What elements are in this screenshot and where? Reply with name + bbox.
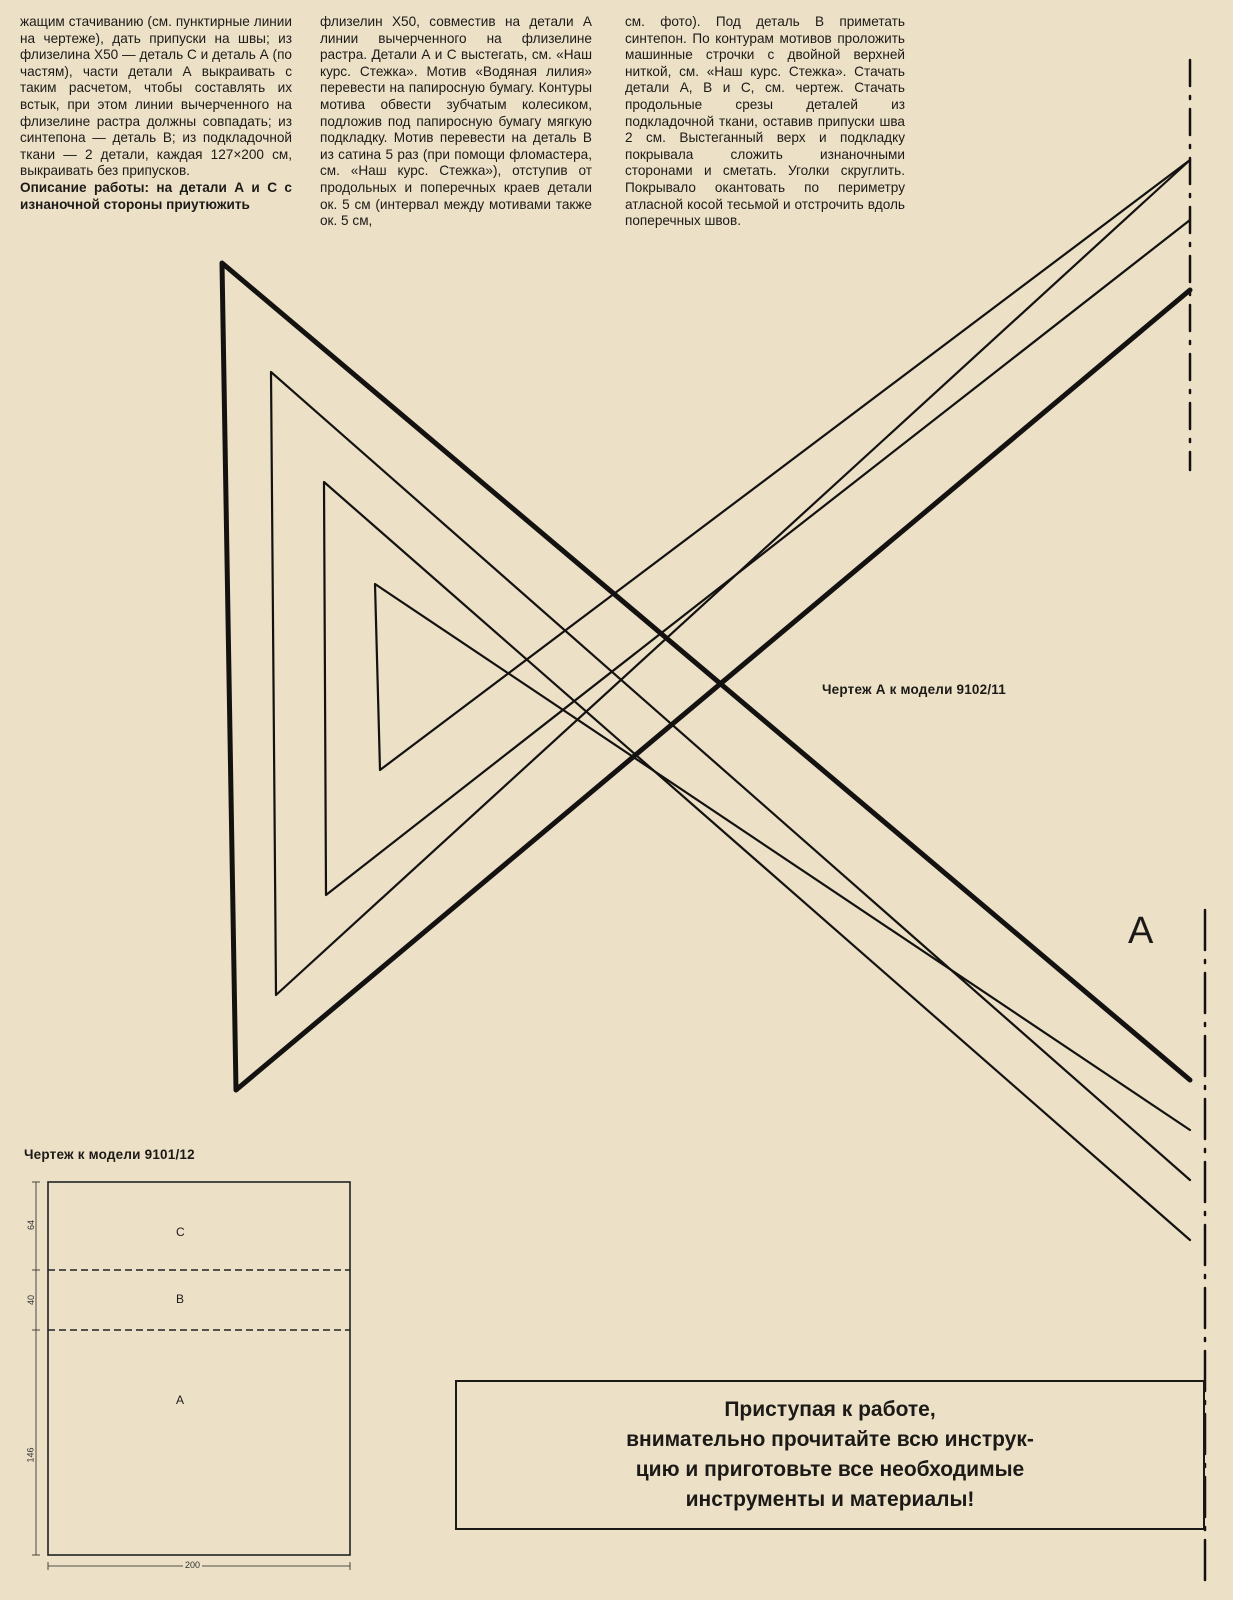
triangle-3	[324, 220, 1190, 1240]
col3-paragraph: см. фото). Под деталь В приметать синтепон. По контурам мотивов проложить машинные строчки с двойной верхней ниткой, см. «Наш курс. Стежка». Стачать детали А, В и С, см. чертеж. Стачать продольные срезы деталей из подкладочной ткани, оставив припуски шва 2 см. Выстеганный верх и подкладку покрывала сложить изнаночными сторонами и сметать. Уголки скруглить. Покрывало окантовать по периметру атласной косой тесьмой и отстрочить вдоль поперечных швов.	[625, 14, 905, 229]
triangle-2	[271, 160, 1190, 1180]
drawing-a-lines	[222, 60, 1205, 1580]
col1-subheading: Описание работы: на детали А и С с изнаночной стороны приутюжить	[20, 179, 292, 212]
inner-triangle	[375, 160, 1190, 1130]
drawing-a-caption: Чертеж А к модели 9102/11	[822, 682, 1006, 697]
col2-paragraph: флизелин Х50, совместив на детали А линии вычерченного на флизелине растра. Детали А и С выстегать, см. «Наш курс. Стежка». Мотив «Водяная лилия» перевести на папиросную бумагу. Контуры мотива обвести зубчатым колесиком, подложив под папиросную бумагу мягкую подкладку. Мотив перевести на деталь В из сатина 5 раз (при помощи фломастера, см. «Наш курс. Стежка»), отступив от продольных и поперечных краев детали ок. 5 см (интервал между мотивами также ок. 5 см,	[320, 14, 592, 229]
instruction-note	[455, 1380, 1205, 1530]
dim-a: 146	[25, 1447, 36, 1463]
note-line: Приступая к работе,	[724, 1398, 936, 1421]
part-a-label: A	[176, 1393, 185, 1407]
dim-width: 200	[185, 1560, 201, 1570]
note-line: внимательно прочитайте всю инструк-	[626, 1428, 1034, 1451]
part-b-label: B	[176, 1292, 185, 1306]
note-text	[550, 1395, 1110, 1515]
drawing-a-letter: A	[1128, 910, 1154, 952]
drawing-b-lines	[32, 1182, 350, 1570]
drawing-b-caption: Чертеж к модели 9101/12	[24, 1147, 195, 1162]
note-line: инструменты и материалы!	[685, 1488, 975, 1511]
col1-paragraph: жащим стачиванию (см. пунктирные линии на чертеже), дать припуски на швы; из флизелина Х50 — деталь С и деталь А (по частям), части детали А выкраивать с таким расчетом, чтобы составлять их встык, при этом линии вычерченного на флизелине растра должны совпадать; из синтепона — деталь В; из подкладочной ткани — 2 детали, каждая 127×200 см, выкраивать без припусков.	[20, 14, 292, 179]
outer-triangle	[222, 263, 1190, 1090]
dim-b: 40	[26, 1294, 37, 1306]
part-c-label: C	[176, 1225, 185, 1239]
layout-rect	[48, 1182, 350, 1555]
triangle-4	[278, 100, 1190, 995]
dim-c: 64	[26, 1219, 37, 1231]
note-line: цию и приготовьте все необходимые	[635, 1458, 1025, 1481]
